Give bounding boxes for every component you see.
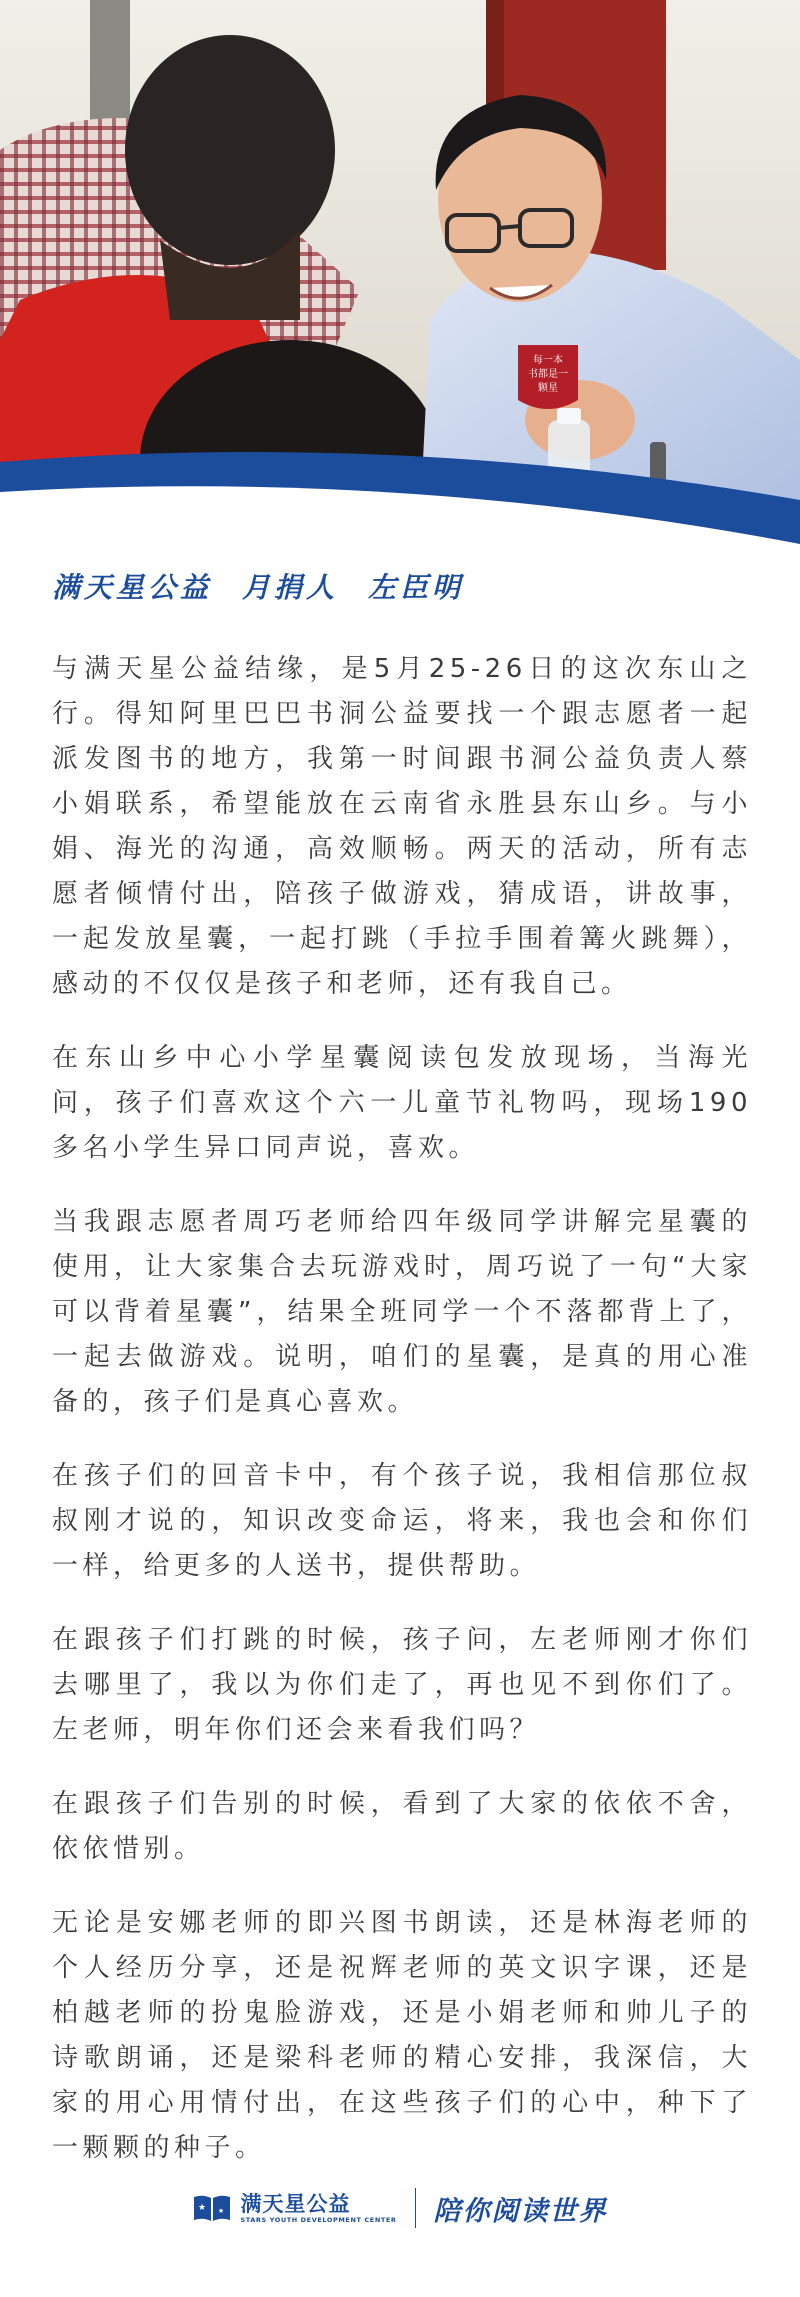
- svg-text:★: ★: [198, 2203, 207, 2213]
- footer: [0, 2178, 800, 2238]
- boy-head: [125, 35, 335, 265]
- badge-line-3: 颗星: [538, 383, 558, 394]
- badge-line-1: 每一本: [533, 355, 563, 366]
- svg-text:★: ★: [218, 2207, 225, 2215]
- paragraph: 在跟孩子们告别的时候，看到了大家的依依不舍，依依惜别。: [52, 1789, 752, 1864]
- paragraph: 当我跟志愿者周巧老师给四年级同学讲解完星囊的使用，让大家集合去玩游戏时，周巧说了一句“大家可以背着星囊”，结果全班同学一个不落都背上了，一起去做游戏。说明，咱们的星囊，是真的用心准备的，孩子们是真心喜欢。: [52, 1207, 752, 1417]
- paragraph: 在东山乡中心小学星囊阅读包发放现场，当海光问，孩子们喜欢这个六一儿童节礼物吗，现场190多名小学生异口同声说，喜欢。: [52, 1043, 752, 1163]
- badge-line-2: 书都是一: [528, 369, 568, 380]
- brand-english: STARS YOUTH DEVELOPMENT CENTER: [240, 2215, 397, 2224]
- paragraph: 在跟孩子们打跳的时候，孩子问，左老师刚才你们去哪里了，我以为你们走了，再也见不到你们了。左老师，明年你们还会来看我们吗？: [52, 1625, 752, 1745]
- heading-person: 左臣明: [368, 571, 465, 604]
- article-heading: [52, 560, 464, 612]
- brand-logo: [192, 2192, 396, 2225]
- paragraph: 与满天星公益结缘，是5月25-26日的这次东山之行。得知阿里巴巴书洞公益要找一个跟志愿者一起派发图书的地方，我第一时间跟书洞公益负责人蔡小娟联系，希望能放在云南省永胜县东山乡。与小娟、海光的沟通，高效顺畅。两天的活动，所有志愿者倾情付出，陪孩子做游戏，猜成语，讲故事，一起发放星囊，一起打跳（手拉手围着篝火跳舞），感动的不仅仅是孩子和老师，还有我自己。: [52, 654, 752, 999]
- heading-role: 月捐人: [242, 571, 339, 604]
- article-body: [52, 647, 752, 2200]
- open-book-icon: [192, 2193, 232, 2223]
- hero-photo: [0, 0, 800, 560]
- footer-slogan: 陪你阅读世界: [433, 2195, 608, 2227]
- footer-divider: [415, 2188, 416, 2228]
- brand-name: 满天星公益: [240, 2191, 351, 2216]
- paragraph: 无论是安娜老师的即兴图书朗读，还是林海老师的个人经历分享，还是祝辉老师的英文识字课，还是柏越老师的扮鬼脸游戏，还是小娟老师和帅儿子的诗歌朗诵，还是梁科老师的精心安排，我深信，大家的用心用情付出，在这些孩子们的心中，种下了一颗颗的种子。: [52, 1908, 752, 2163]
- heading-org: 满天星公益: [52, 571, 213, 604]
- paragraph: 在孩子们的回音卡中，有个孩子说，我相信那位叔叔刚才说的，知识改变命运，将来，我也会和你们一样，给更多的人送书，提供帮助。: [52, 1461, 752, 1581]
- badge-sticker: [518, 345, 578, 409]
- wristwatch: [650, 442, 666, 482]
